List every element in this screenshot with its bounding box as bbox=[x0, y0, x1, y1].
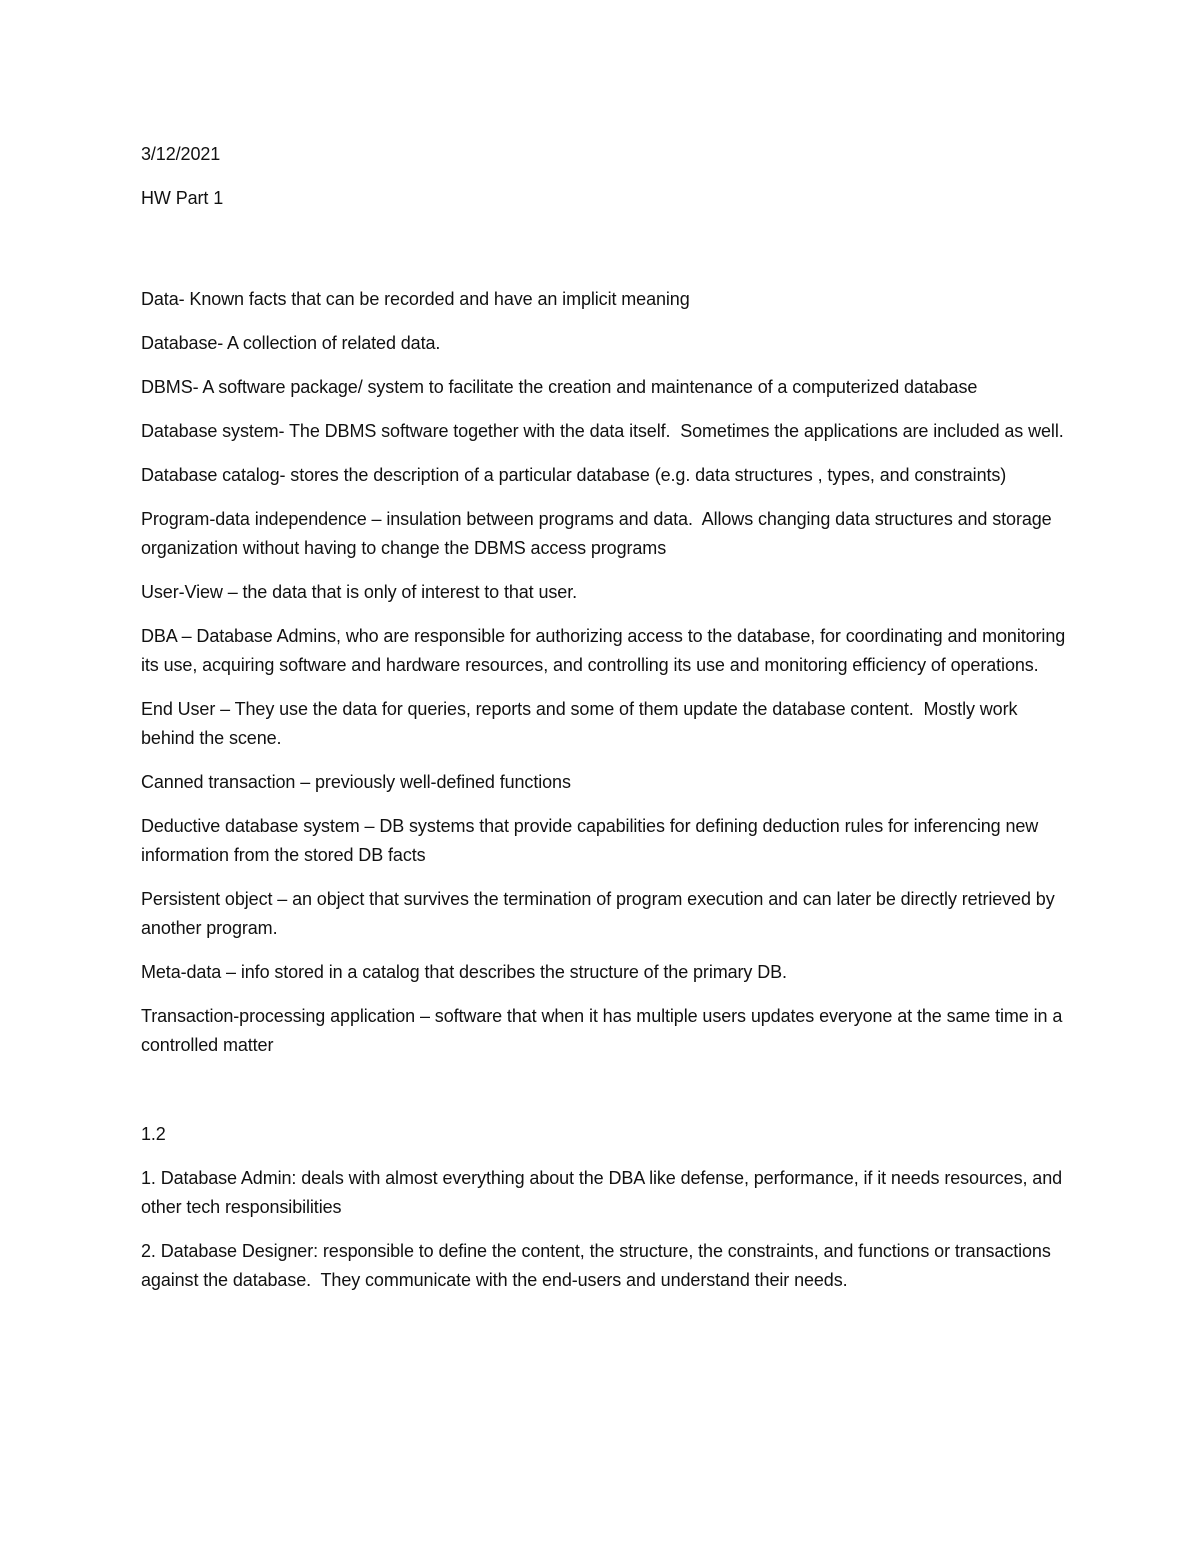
section-heading: 1.2 bbox=[141, 1124, 166, 1144]
document-title: HW Part 1 bbox=[141, 188, 224, 208]
definition-persistent-object: Persistent object – an object that survives the termination of program execution and can later be directly retrieved by another program. bbox=[141, 889, 1060, 938]
definition-database-system: Database system- The DBMS software together with the data itself. Sometimes the applications are included as well. bbox=[141, 421, 1064, 441]
definition-dbms: DBMS- A software package/ system to facilitate the creation and maintenance of a computerized database bbox=[141, 377, 978, 397]
definition-deductive-database-system: Deductive database system – DB systems that provide capabilities for defining deduction rules for inferencing new information from the stored DB facts bbox=[141, 816, 1044, 865]
definition-data: Data- Known facts that can be recorded and have an implicit meaning bbox=[141, 289, 690, 309]
definition-end-user: End User – They use the data for queries, reports and some of them update the database content. Mostly work behind the scene. bbox=[141, 699, 1023, 748]
definition-user-view: User-View – the data that is only of interest to that user. bbox=[141, 582, 578, 602]
definition-canned-transaction: Canned transaction – previously well-defined functions bbox=[141, 772, 571, 792]
definition-meta-data: Meta-data – info stored in a catalog that describes the structure of the primary DB. bbox=[141, 962, 787, 982]
definition-program-data-independence: Program-data independence – insulation between programs and data. Allows changing data structures and storage organization without having to change the DBMS access programs bbox=[141, 509, 1057, 558]
document-body bbox=[141, 140, 1071, 1310]
list-item-database-admin: 1. Database Admin: deals with almost everything about the DBA like defense, performance, if it needs resources, and other tech responsibilities bbox=[141, 1168, 1067, 1217]
definition-transaction-processing-application: Transaction-processing application – software that when it has multiple users updates everyone at the same time in a controlled matter bbox=[141, 1006, 1068, 1055]
document-date: 3/12/2021 bbox=[141, 144, 221, 164]
definition-dba: DBA – Database Admins, who are responsible for authorizing access to the database, for coordinating and monitoring its use, acquiring software and hardware resources, and controlling its use and monitoring efficiency of operations. bbox=[141, 626, 1071, 675]
definition-database-catalog: Database catalog- stores the description of a particular database (e.g. data structures , types, and constraints) bbox=[141, 465, 1007, 485]
list-item-database-designer: 2. Database Designer: responsible to define the content, the structure, the constraints, and functions or transactions against the database. They communicate with the end-users and understand their needs. bbox=[141, 1241, 1056, 1290]
definition-database: Database- A collection of related data. bbox=[141, 333, 441, 353]
